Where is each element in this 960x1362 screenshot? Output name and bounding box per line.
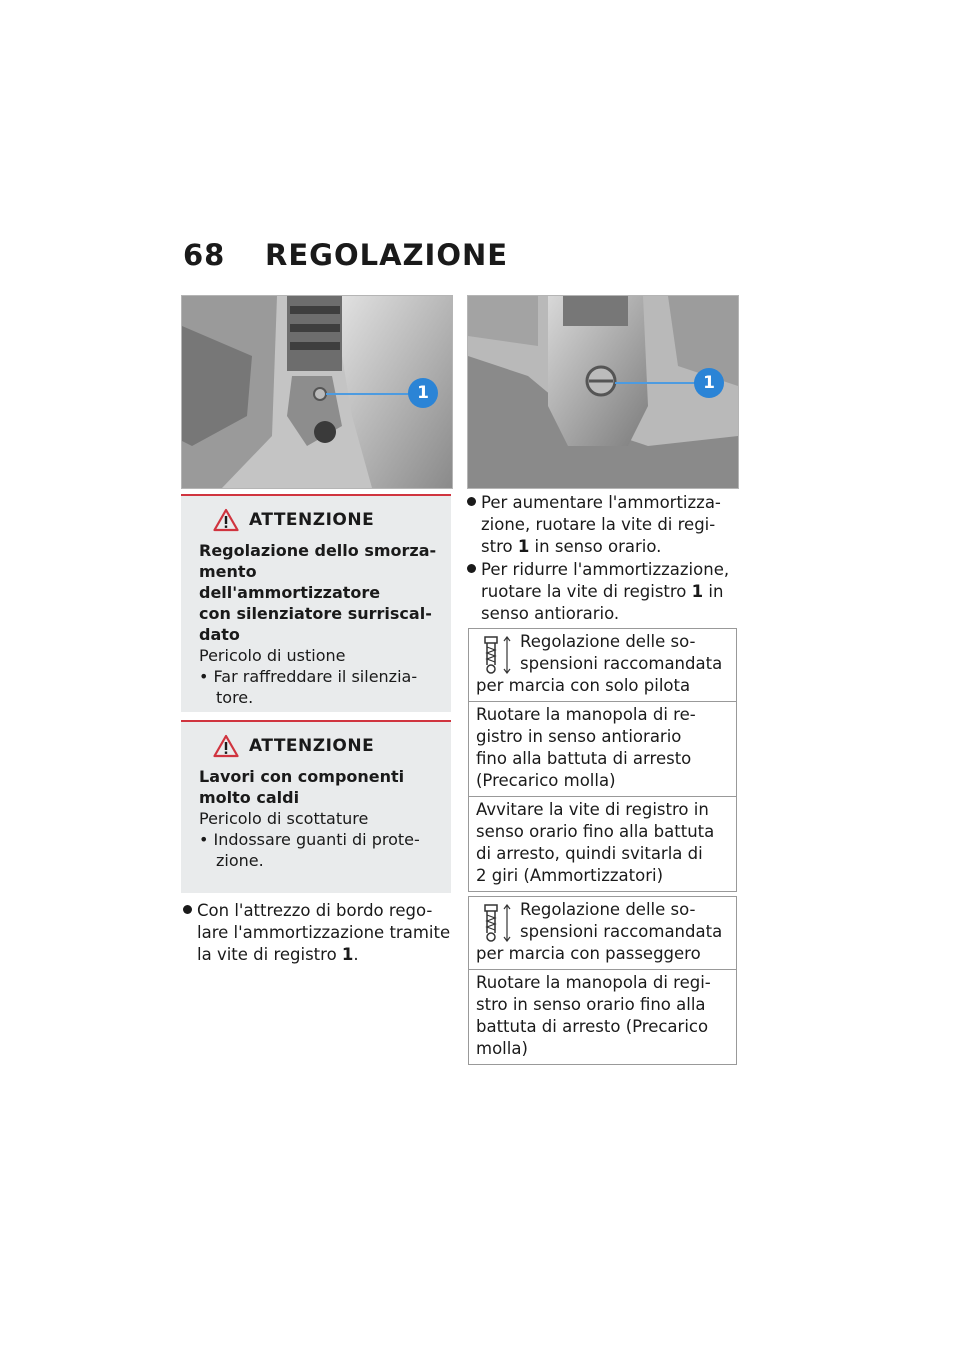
table-cell-line: fino alla battuta di arresto [476,749,692,768]
step-adjust-damping [183,900,465,966]
warning-box-burn [181,494,451,712]
step-line: ruotare la vite di registro [481,582,692,601]
warning-subject-line: dato [199,625,240,644]
step-increase-damping [467,492,751,558]
table-cell-line: battuta di arresto (Precarico [476,1017,709,1036]
step-line: la vite di registro [197,945,342,964]
table-cell-line: Ruotare la manopola di regi- [476,973,711,992]
warning-subject [199,766,437,808]
callout-1-left: 1 [408,378,438,408]
warning-box-hot-parts [181,720,451,893]
table-heading-line: spensioni raccomandata [520,922,723,941]
warning-bullet: • Far raffreddare il silenzia- tore. [199,666,437,708]
page-header [183,238,508,272]
table-cell-line: di arresto, quindi svitarla di [476,844,703,863]
shock-absorber-photo-left [181,295,453,489]
table-cell-line: 2 giri (Ammortizzatori) [476,866,664,885]
step-line: zione, ruotare la vite di regi- [481,515,716,534]
step-line: Per ridurre l'ammortizzazione, [481,560,730,579]
suspension-adjust-icon [479,903,513,943]
step-decrease-damping [467,559,751,625]
table-cell-line: gistro in senso antiorario [476,727,682,746]
warning-bullet-line: Indossare guanti di prote- [213,830,420,849]
step-line: senso antiorario. [481,604,620,623]
warning-subject [199,540,437,645]
suspension-table-passenger [468,896,737,1065]
step-line: Per aumentare l'ammortizza- [481,493,721,512]
warning-subject-line: Lavori con componenti [199,767,405,786]
page-title: REGOLAZIONE [265,238,509,272]
table-row [469,701,736,796]
warning-subject-line: con silenziatore surriscal- [199,604,432,623]
warning-bullet-line: tore. [216,688,254,707]
warning-hazard: Pericolo di ustione [199,646,346,665]
warning-title: ATTENZIONE [249,510,375,530]
reference-number: 1 [341,945,354,964]
table-cell-line: molla) [476,1039,528,1058]
warning-triangle-icon [213,734,239,758]
step-line: in senso orario. [529,537,662,556]
warning-bullet-line: Far raffreddare il silenzia- [213,667,418,686]
step-line: in [703,582,724,601]
warning-hazard: Pericolo di scottature [199,809,369,828]
table-heading-line: Regolazione delle so- [520,632,696,651]
table-heading-line: spensioni raccomandata [520,654,723,673]
table-cell-line: Ruotare la manopola di re- [476,705,696,724]
step-line: lare l'ammortizzazione tramite [197,923,451,942]
suspension-adjust-icon [479,635,513,675]
bullet-dot [467,564,476,573]
table-heading-line: per marcia con solo pilota [476,676,691,695]
table-cell-line: stro in senso orario fino alla [476,995,706,1014]
warning-subject-line: Regolazione dello smorza- [199,541,437,560]
warning-triangle-icon [213,508,239,532]
warning-header [213,734,437,758]
table-heading [469,629,736,701]
page-number: 68 [183,238,226,272]
reference-number: 1 [517,537,530,556]
table-heading-line: per marcia con passeggero [476,944,701,963]
reference-number: 1 [691,582,704,601]
adjuster-screw-photo-right [467,295,739,489]
warning-title: ATTENZIONE [249,736,375,756]
table-cell-line: senso orario fino alla battuta [476,822,715,841]
warning-subject-line: molto caldi [199,788,300,807]
suspension-table-solo [468,628,737,892]
step-line: stro [481,537,518,556]
step-line: Con l'attrezzo di bordo rego- [197,901,433,920]
bullet-dot [467,497,476,506]
callout-1-right: 1 [694,368,724,398]
warning-bullet-line: zione. [216,851,264,870]
table-cell-line: Avvitare la vite di registro in [476,800,709,819]
table-heading-line: Regolazione delle so- [520,900,696,919]
bullet-dot [183,905,192,914]
table-row [469,796,736,891]
warning-header [213,508,437,532]
table-cell-line: (Precarico molla) [476,771,616,790]
warning-bullet: • Indossare guanti di prote- zione. [199,829,437,871]
warning-subject-line: mento dell'ammortizzatore [199,562,381,602]
step-line-end: . [353,945,359,964]
table-row [469,969,736,1064]
table-heading [469,897,736,969]
